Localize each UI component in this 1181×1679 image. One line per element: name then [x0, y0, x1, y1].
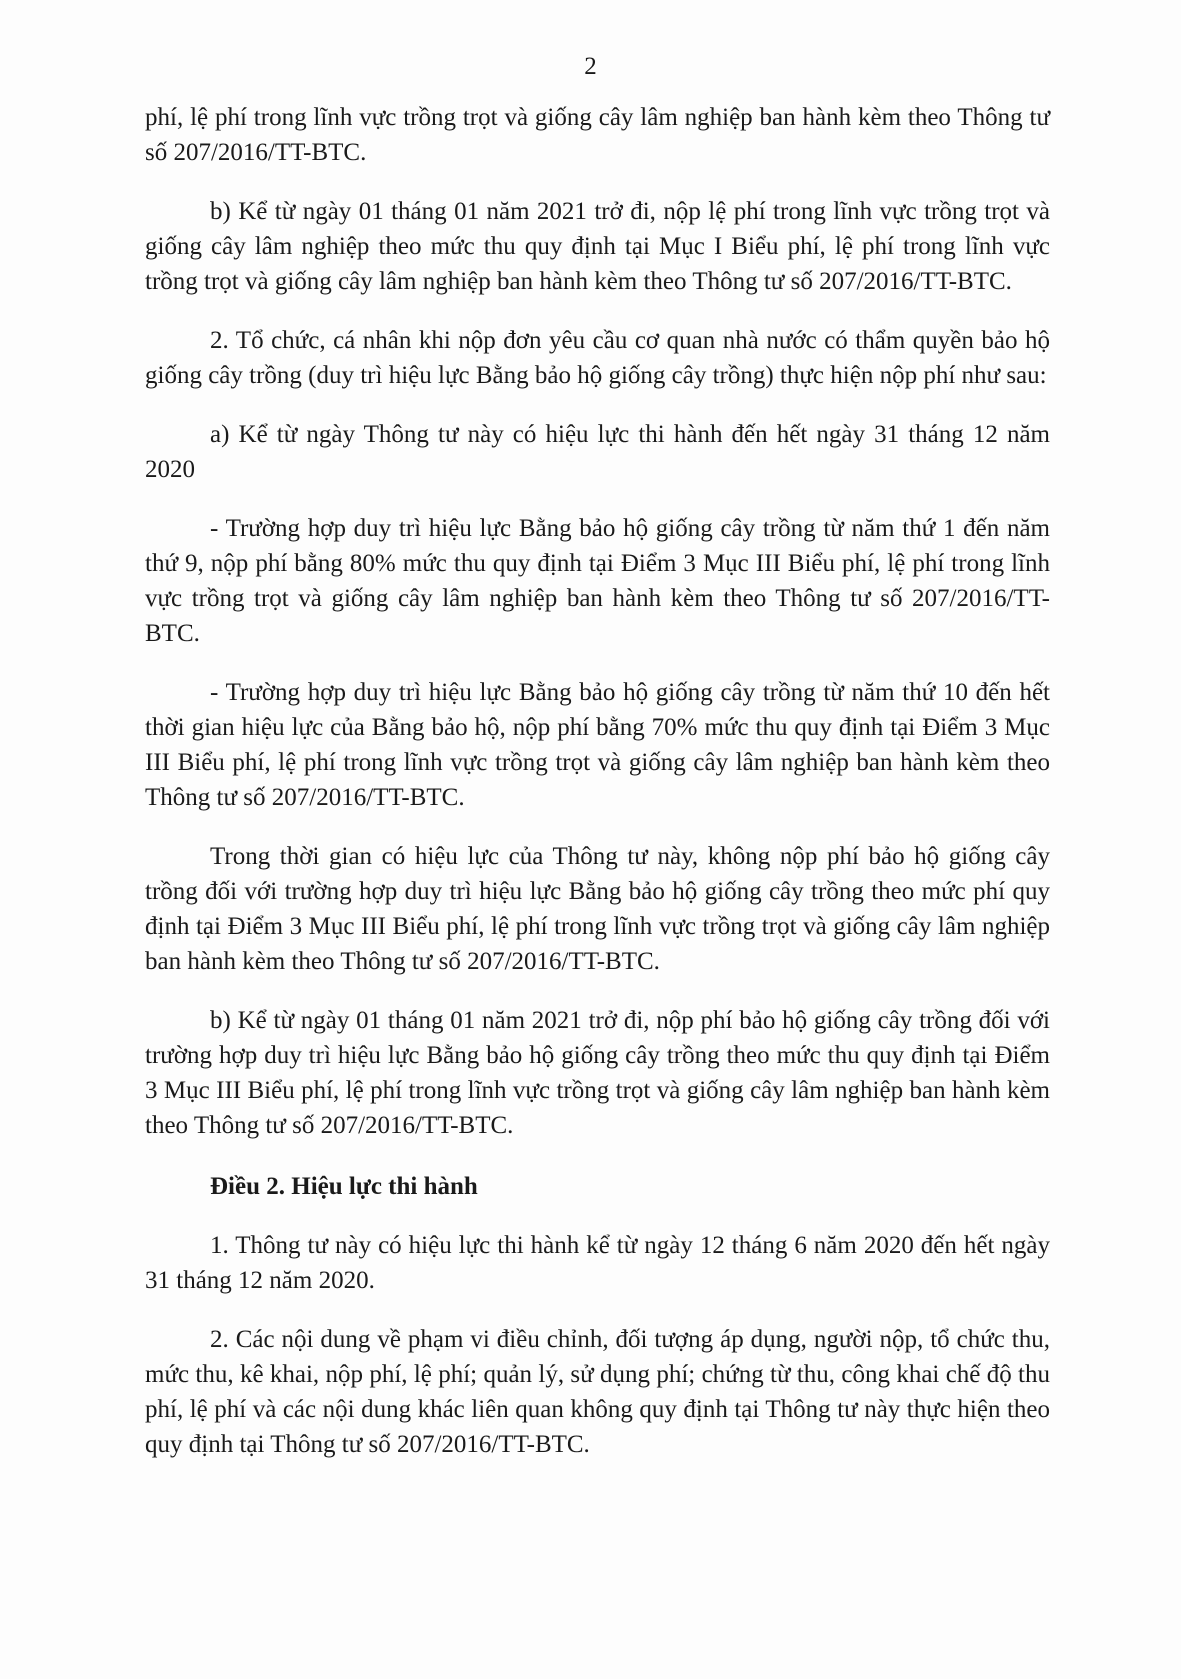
paragraph-continuation: phí, lệ phí trong lĩnh vực trồng trọt và giống cây lâm nghiệp ban hành kèm theo Thông tư số 207/2016/TT-BTC.: [145, 104, 1050, 166]
article-2-heading: Điều 2. Hiệu lực thi hành: [210, 1173, 478, 1200]
document-body: [145, 100, 1050, 1462]
article-2-clause-2: 2. Các nội dung về phạm vi điều chỉnh, đối tượng áp dụng, người nộp, tổ chức thu, mức thu, kê khai, nộp phí, lệ phí; quản lý, sử dụng phí; chứng từ thu, công khai chế độ thu phí, lệ phí và các nội dung khác liên quan không quy định tại Thông tư này thực hiện theo quy định tại Thông tư số 207/2016/TT-BTC.: [145, 1326, 1050, 1458]
paragraph-2a: a) Kể từ ngày Thông tư này có hiệu lực thi hành đến hết ngày 31 tháng 12 năm 2020: [145, 421, 1050, 483]
paragraph-1b-fee: b) Kể từ ngày 01 tháng 01 năm 2021 trở đi, nộp lệ phí trong lĩnh vực trồng trọt và giống cây lâm nghiệp theo mức thu quy định tại Mục I Biểu phí, lệ phí trong lĩnh vực trồng trọt và giống cây lâm nghiệp ban hành kèm theo Thông tư số 207/2016/TT-BTC.: [145, 198, 1050, 295]
article-2-clause-1: 1. Thông tư này có hiệu lực thi hành kể từ ngày 12 tháng 6 năm 2020 đến hết ngày 31 tháng 12 năm 2020.: [145, 1232, 1050, 1294]
paragraph-2-plant-protection: 2. Tổ chức, cá nhân khi nộp đơn yêu cầu cơ quan nhà nước có thẩm quyền bảo hộ giống cây trồng (duy trì hiệu lực Bằng bảo hộ giống cây trồng) thực hiện nộp phí như sau:: [145, 327, 1050, 389]
paragraph-2b: b) Kể từ ngày 01 tháng 01 năm 2021 trở đi, nộp phí bảo hộ giống cây trồng đối với trường hợp duy trì hiệu lực Bằng bảo hộ giống cây trồng theo mức thu quy định tại Điểm 3 Mục III Biểu phí, lệ phí trong lĩnh vực trồng trọt và giống cây lâm nghiệp ban hành kèm theo Thông tư số 207/2016/TT-BTC.: [145, 1007, 1050, 1139]
paragraph-2a-year-10: - Trường hợp duy trì hiệu lực Bằng bảo hộ giống cây trồng từ năm thứ 10 đến hết thời gian hiệu lực của Bằng bảo hộ, nộp phí bằng 70% mức thu quy định tại Điểm 3 Mục III Biểu phí, lệ phí trong lĩnh vực trồng trọt và giống cây lâm nghiệp ban hành kèm theo Thông tư số 207/2016/TT-BTC.: [145, 679, 1050, 811]
paragraph-no-fee: Trong thời gian có hiệu lực của Thông tư này, không nộp phí bảo hộ giống cây trồng đối với trường hợp duy trì hiệu lực Bằng bảo hộ giống cây trồng theo mức phí quy định tại Điểm 3 Mục III Biểu phí, lệ phí trong lĩnh vực trồng trọt và giống cây lâm nghiệp ban hành kèm theo Thông tư số 207/2016/TT-BTC.: [145, 843, 1050, 975]
paragraph-2a-year-1-9: - Trường hợp duy trì hiệu lực Bằng bảo hộ giống cây trồng từ năm thứ 1 đến năm thứ 9, nộp phí bằng 80% mức thu quy định tại Điểm 3 Mục III Biểu phí, lệ phí trong lĩnh vực trồng trọt và giống cây lâm nghiệp ban hành kèm theo Thông tư số 207/2016/TT-BTC.: [145, 515, 1050, 647]
page-number: 2: [584, 53, 597, 80]
